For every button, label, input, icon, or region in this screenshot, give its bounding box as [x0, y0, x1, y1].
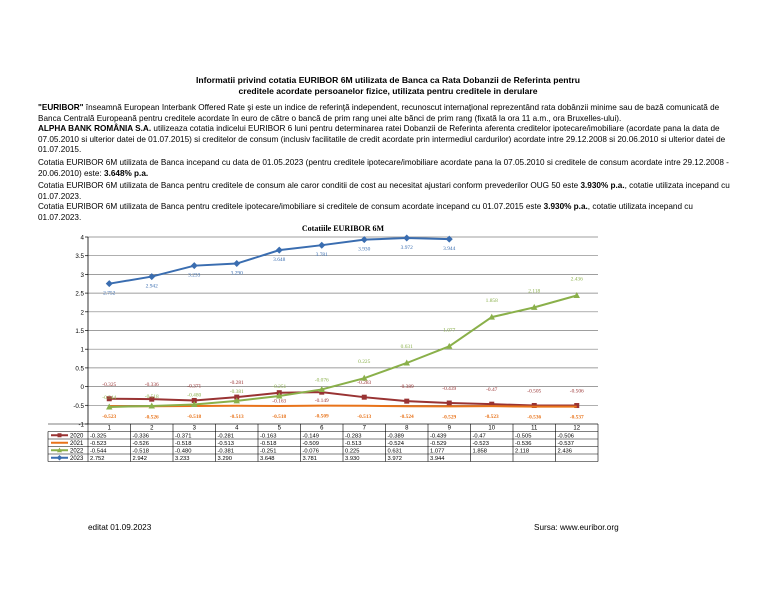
table-cell-2023: 3.930 — [345, 455, 360, 462]
data-label-2022: -0.381 — [229, 388, 244, 395]
data-label-2022: 2.118 — [528, 288, 541, 295]
data-label-2021: -0.536 — [527, 414, 542, 421]
table-cell-2022: -0.480 — [175, 448, 192, 455]
table-cell-2022: -0.076 — [302, 448, 319, 455]
data-label-2021: -0.523 — [102, 414, 117, 421]
y-tick-label: 3 — [80, 271, 84, 279]
x-category-label: 7 — [362, 425, 366, 432]
x-category-label: 2 — [150, 425, 154, 432]
data-label-2023: 3.944 — [443, 246, 456, 253]
data-label-2023: 3.781 — [315, 252, 328, 259]
rate-paragraph-3-tail: , cotatie utilizata incepand cu 01.07.2023. — [38, 202, 693, 222]
rate-value-2: 3.930% p.a. — [580, 181, 625, 191]
data-label-2022: 0.631 — [400, 344, 413, 351]
x-category-label: 11 — [531, 425, 538, 432]
data-point-2020 — [404, 399, 409, 404]
title-line-2: creditele acordate persoanelor fizice, utilizata pentru creditele in derulare — [238, 86, 538, 96]
x-category-label: 8 — [405, 425, 409, 432]
data-point-2023 — [318, 242, 325, 249]
data-label-2021: -0.537 — [569, 414, 584, 421]
bank-paragraph-text: utilizeaza cotatia indicelui EURIBOR 6 luni pentru determinarea ratei Dobanzii de Referinta aferenta creditelor ipotecare/imobiliare (acordate pana la data de 07.05.2010 si ulterior datei de 01.07.2015) si creditelor de consum (inclusiv facilitatile de credit acordate prin intermediul cardurilor) acordate intre 29.12.2008 si 20.06.2010 si ulterior datei de 01.07.2015. — [38, 124, 726, 155]
table-cell-2020: -0.506 — [557, 433, 574, 440]
data-label-2021: -0.524 — [399, 414, 414, 421]
table-cell-2021: -0.523 — [472, 440, 489, 447]
rate-paragraph-3-text: Cotatia EURIBOR 6M utilizata de Banca pentru creditele ipotecare/imobiliare si creditele de consum acordate incepand cu 01.07.2015 este — [38, 202, 544, 212]
data-point-2023 — [446, 236, 453, 243]
data-label-2020: -0.389 — [399, 384, 414, 391]
data-label-2022: 2.436 — [570, 276, 583, 283]
x-category-label: 9 — [447, 425, 451, 432]
data-label-2022: -0.518 — [144, 393, 159, 400]
data-label-2021: -0.526 — [144, 414, 159, 421]
title-line-1: Informatii privind cotatia EURIBOR 6M utilizata de Banca ca Rata Dobanzii de Referinta pentru — [196, 75, 580, 85]
table-cell-2020: -0.336 — [132, 433, 149, 440]
y-tick-label: 2 — [80, 309, 84, 317]
data-label-2023: 3.290 — [230, 270, 243, 277]
table-cell-2021: -0.524 — [387, 440, 404, 447]
table-cell-2020: -0.325 — [90, 433, 107, 440]
table-cell-2023: 3.290 — [217, 455, 233, 462]
data-label-2023: 2.942 — [145, 283, 158, 290]
data-label-2021: -0.513 — [229, 413, 244, 420]
rate-paragraph-2-text: Cotatia EURIBOR 6M utilizata de Banca pentru creditele de consum ale caror conditii de cost au necesitat ajustari conform prevederilor OUG 50 este — [38, 181, 581, 191]
data-label-2020: -0.163 — [272, 398, 287, 405]
data-label-2021: -0.523 — [484, 414, 499, 421]
x-category-label: 5 — [277, 425, 281, 432]
y-tick-label: -0.5 — [73, 402, 84, 410]
rate-paragraph-2-tail: , cotatie utilizata incepand cu 01.07.2023. — [38, 181, 730, 201]
table-cell-2021: -0.523 — [90, 440, 107, 447]
data-label-2020: -0.506 — [569, 388, 584, 395]
y-tick-label: 0 — [80, 384, 84, 392]
data-label-2023: 3.930 — [358, 246, 371, 253]
data-point-2020 — [447, 401, 452, 406]
data-label-2022: 1.858 — [485, 298, 498, 305]
table-cell-2020: -0.281 — [217, 433, 234, 440]
data-label-2023: 3.972 — [400, 245, 413, 252]
series-line-2022 — [109, 295, 577, 406]
table-cell-2021: -0.537 — [557, 440, 574, 447]
data-point-2023 — [106, 280, 113, 287]
table-cell-2022: 2.118 — [515, 448, 530, 455]
edited-date: editat 01.09.2023 — [88, 523, 152, 532]
data-label-2021: -0.529 — [442, 414, 457, 421]
x-category-label: 6 — [320, 425, 324, 432]
data-label-2021: -0.518 — [272, 413, 287, 420]
data-label-2020: -0.505 — [527, 388, 542, 395]
data-label-2020: -0.325 — [102, 381, 117, 388]
x-category-label: 12 — [573, 425, 581, 432]
rate-value-1: 3.648% p.a. — [104, 168, 149, 178]
table-cell-2022: 0.631 — [387, 448, 403, 455]
legend-label-2023: 2023 — [70, 455, 84, 462]
legend-label-2022: 2022 — [70, 448, 84, 455]
x-category-label: 10 — [488, 425, 496, 432]
legend-marker-2020 — [58, 433, 62, 437]
table-cell-2020: -0.439 — [430, 433, 447, 440]
table-cell-2023: 3.233 — [175, 455, 190, 462]
x-category-label: 4 — [235, 425, 239, 432]
data-point-2023 — [233, 260, 240, 267]
rate-paragraph-1-text: Cotatia EURIBOR 6M utilizata de Banca incepand cu data de 01.05.2023 (pentru creditele ipotecare/imobiliare acordate pana la 07.05.2010 si creditele de consum acordate intre 29.12.2008 - 20.06.2010) este: — [38, 157, 729, 178]
table-cell-2020: -0.283 — [345, 433, 362, 440]
y-tick-label: -1 — [78, 421, 84, 429]
data-label-2020: -0.283 — [357, 380, 372, 387]
y-tick-label: 4 — [80, 234, 84, 242]
series-line-2020 — [109, 392, 577, 405]
legend-marker-2023 — [57, 455, 63, 461]
data-label-2022: 1.077 — [443, 327, 456, 334]
table-cell-2020: -0.389 — [387, 433, 404, 440]
bank-name: ALPHA BANK ROMÂNIA S.A. — [38, 124, 152, 134]
table-cell-2022: 2.436 — [557, 448, 573, 455]
chart-title: Cotatiile EURIBOR 6M — [301, 224, 385, 233]
rate-value-3: 3.930% p.a. — [543, 202, 588, 212]
data-label-2020: -0.47 — [486, 387, 498, 394]
table-cell-2021: -0.513 — [217, 440, 234, 447]
data-point-2020 — [362, 395, 367, 400]
data-label-2021: -0.518 — [187, 413, 202, 420]
data-label-2023: 3.648 — [273, 257, 286, 264]
table-cell-2021: -0.509 — [302, 440, 319, 447]
table-cell-2023: 3.648 — [260, 455, 275, 462]
y-tick-label: 1.5 — [75, 328, 84, 335]
table-cell-2021: -0.529 — [430, 440, 447, 447]
data-label-2021: -0.513 — [357, 413, 372, 420]
data-label-2020: -0.371 — [187, 383, 202, 390]
table-cell-2023: 2.752 — [90, 455, 105, 462]
table-cell-2022: 0.225 — [345, 448, 360, 455]
data-label-2021: -0.509 — [314, 413, 329, 420]
source-note: Sursa: www.euribor.org — [534, 523, 619, 532]
table-cell-2021: -0.513 — [345, 440, 362, 447]
table-cell-2021: -0.536 — [515, 440, 532, 447]
data-point-2023 — [276, 247, 283, 254]
table-cell-2021: -0.518 — [260, 440, 277, 447]
data-point-2023 — [191, 262, 198, 269]
table-cell-2022: -0.381 — [217, 448, 234, 455]
table-cell-2021: -0.518 — [175, 440, 192, 447]
data-label-2023: 2.752 — [103, 290, 116, 297]
y-tick-label: 3.5 — [75, 253, 84, 261]
table-cell-2022: -0.544 — [90, 448, 107, 455]
data-label-2023: 3.233 — [188, 272, 201, 279]
table-cell-2020: -0.149 — [302, 433, 319, 440]
table-cell-2022: 1.858 — [472, 448, 488, 455]
table-cell-2022: -0.251 — [260, 448, 277, 455]
table-cell-2022: -0.518 — [132, 448, 149, 455]
table-cell-2021: -0.526 — [132, 440, 149, 447]
table-cell-2023: 3.972 — [387, 455, 403, 462]
table-cell-2023: 2.942 — [132, 455, 148, 462]
x-category-label: 1 — [107, 425, 111, 432]
y-tick-label: 0.5 — [75, 365, 84, 373]
data-label-2020: -0.439 — [442, 386, 457, 393]
table-cell-2020: -0.47 — [472, 433, 486, 440]
table-cell-2023: 3.944 — [430, 455, 445, 462]
data-label-2020: -0.149 — [314, 398, 329, 405]
legend-label-2021: 2021 — [70, 440, 84, 447]
table-cell-2020: -0.163 — [260, 433, 277, 440]
data-label-2020: -0.336 — [144, 382, 159, 389]
data-label-2022: -0.076 — [314, 377, 329, 384]
euribor-term: "EURIBOR" — [38, 103, 84, 112]
table-cell-2023: 3.781 — [302, 455, 318, 462]
data-label-2022: -0.544 — [102, 394, 117, 401]
data-label-2022: -0.480 — [187, 392, 202, 399]
y-tick-label: 2.5 — [75, 290, 84, 298]
table-cell-2020: -0.505 — [515, 433, 532, 440]
x-category-label: 3 — [192, 425, 196, 432]
data-label-2020: -0.281 — [229, 380, 244, 387]
table-cell-2020: -0.371 — [175, 433, 192, 440]
legend-label-2020: 2020 — [70, 433, 84, 440]
y-tick-label: 1 — [80, 346, 84, 354]
table-cell-2022: 1.077 — [430, 448, 445, 455]
data-label-2022: -0.251 — [272, 383, 287, 390]
data-label-2022: 0.225 — [358, 359, 371, 366]
data-point-2023 — [403, 235, 410, 242]
euribor-definition-text: înseamnă European Interbank Offered Rate şi este un indice de referinţă independent, recunoscut internaţional reprezentând rata dobânzii minime sau de bază comunicată de Banca Centrală Europeană pentru creditele acordate în euro de către o bancă de prim rang unei alte bănci de prim rang (fixată la ora 11 a.m., ora Bruxelles-ului). — [38, 103, 720, 123]
